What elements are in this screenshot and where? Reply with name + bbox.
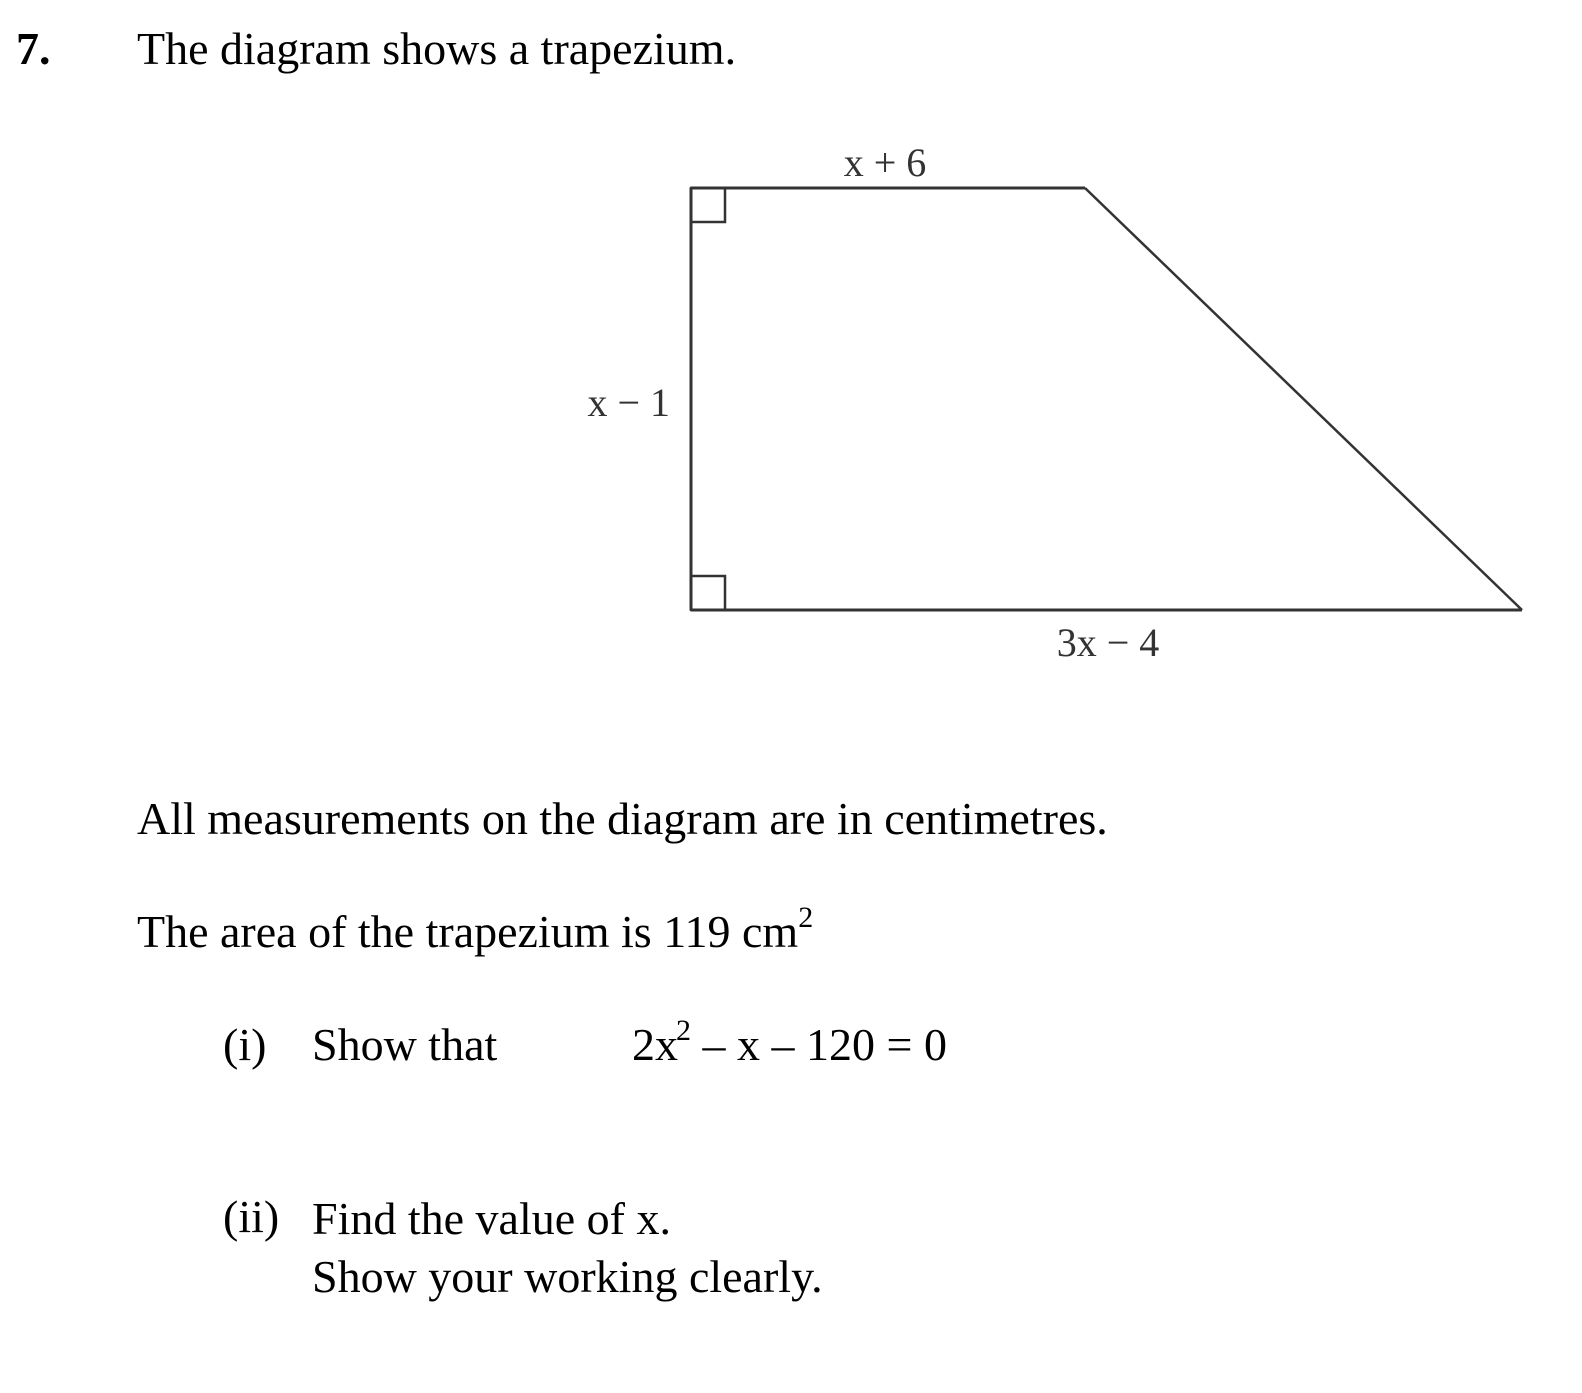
units-statement: All measurements on the diagram are in centimetres.: [137, 793, 1108, 844]
equation-lead: 2x: [632, 1019, 678, 1070]
area-text: The area of the trapezium is 119 cm: [137, 906, 799, 957]
trapezium-outline: [691, 188, 1522, 610]
part-ii-label: (ii): [223, 1191, 280, 1242]
part-i-equation: [632, 1014, 947, 1071]
right-angle-marker-bottom: [691, 576, 725, 610]
question-number: 7.: [16, 23, 51, 74]
area-statement: [137, 901, 814, 958]
right-angle-marker-top: [691, 188, 725, 222]
question-intro: The diagram shows a trapezium.: [137, 23, 737, 74]
equation-rest: – x – 120 = 0: [691, 1019, 947, 1070]
part-ii-line-1: Find the value of x.: [312, 1193, 671, 1244]
part-i-label: (i): [223, 1019, 267, 1070]
area-exponent: 2: [798, 901, 814, 934]
slanted-edge: [1085, 188, 1522, 610]
bottom-side-label: 3x − 4: [1056, 620, 1160, 665]
part-ii-text: [312, 1190, 823, 1306]
part-i-text: Show that: [312, 1019, 498, 1070]
equation-exponent: 2: [676, 1014, 691, 1047]
part-ii-line-2: Show your working clearly.: [312, 1251, 823, 1302]
left-side-label: x − 1: [587, 380, 670, 425]
top-side-label: x + 6: [843, 140, 927, 185]
